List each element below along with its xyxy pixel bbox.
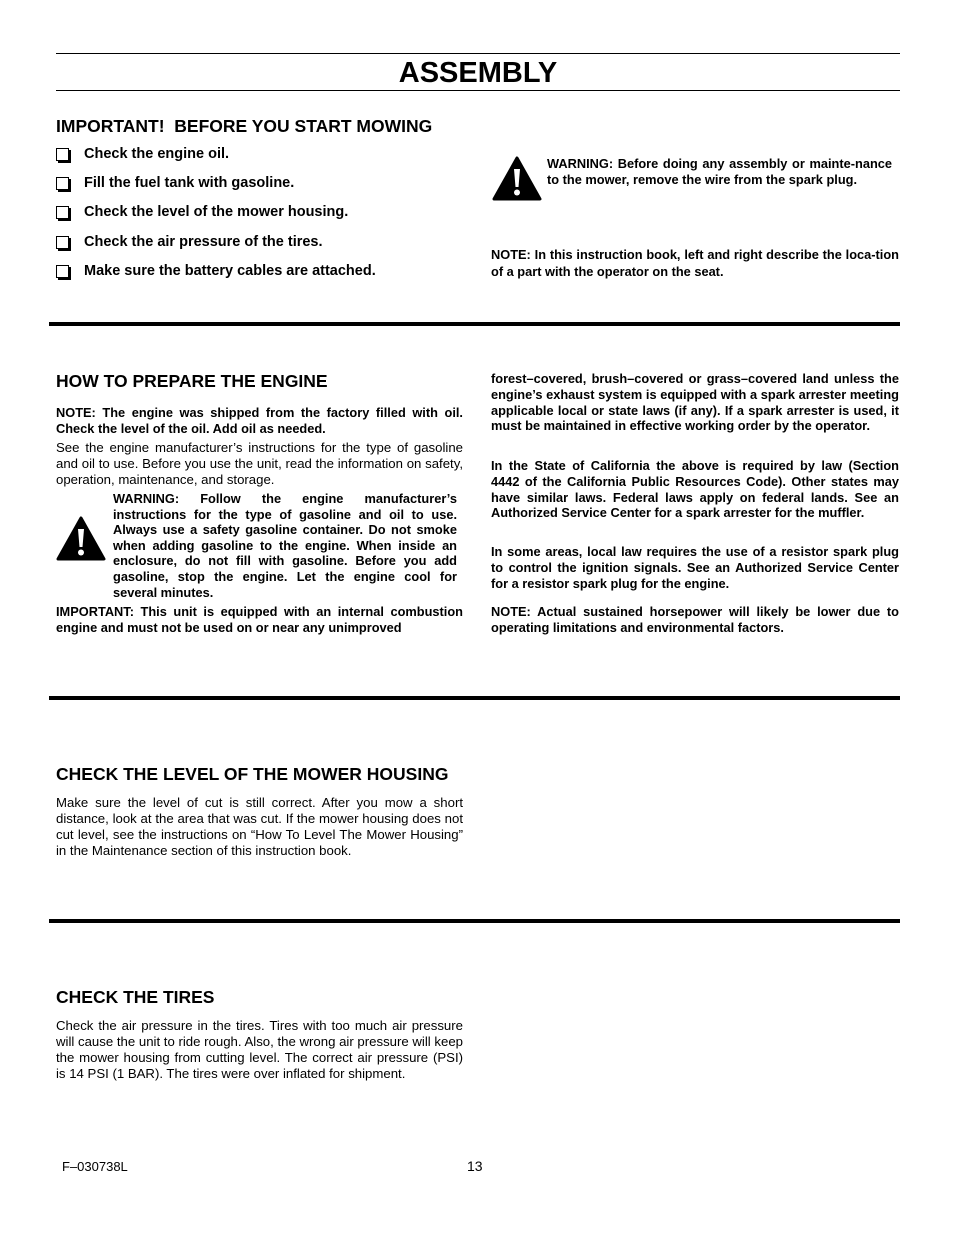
checkbox-icon — [56, 148, 69, 161]
checkbox-icon — [56, 265, 69, 278]
engine-instructions: See the engine manufacturer’s instructions for the type of gasoline and oil to use. Before you use the unit, read the information on safety, operation, maintenance, and storage. — [56, 440, 463, 487]
note-engine-oil: NOTE: The engine was shipped from the factory filled with oil. Check the level of the oil. Add oil as needed. — [56, 405, 463, 436]
page-number: 13 — [467, 1158, 483, 1174]
warning-gasoline: WARNING: Follow the engine manufacturer’s instructions for the type of gasoline and oil to use. Always use a safety gasoline container. Do not smoke when adding gasoline to the engine. When inside an enclosure, do not fill with gasoline. Before you add gasoline, stop the engine. Let the engine cool for several minutes. — [113, 491, 457, 600]
engine-right-text-4: NOTE: Actual sustained horsepower will likely be lower due to operating limitations and environmental factors. — [491, 604, 899, 635]
section-divider — [49, 322, 900, 326]
heading-check-tires: CHECK THE TIRES — [56, 987, 215, 1007]
engine-right-text-1: forest–covered, brush–covered or grass–covered land unless the engine’s exhaust system is equipped with a spark arrester meeting applicable local or state laws (if any). If a spark arrester is used, it must be maintained in effective working order by the operator. — [491, 371, 899, 434]
heading-before-mowing: IMPORTANT! BEFORE YOU START MOWING — [56, 116, 433, 136]
note-left-right: NOTE: In this instruction book, left and right describe the loca-tion of a part with the operator on the seat. — [491, 247, 899, 279]
title-rule-bottom — [56, 90, 900, 91]
title-rule-top — [56, 53, 900, 54]
warning-triangle-icon — [492, 156, 542, 201]
document-code: F–030738L — [62, 1159, 128, 1174]
section-divider — [49, 696, 900, 700]
important-spark-arrester: IMPORTANT: This unit is equipped with an internal combustion engine and must not be used on or near any unimproved — [56, 604, 463, 635]
checkbox-icon — [56, 236, 69, 249]
warning-spark-plug: WARNING: Before doing any assembly or mainte-nance to the mower, remove the wire from the spark plug. — [547, 156, 892, 187]
checkbox-icon — [56, 206, 69, 219]
page-title: ASSEMBLY — [398, 57, 558, 89]
mower-housing-body: Make sure the level of cut is still correct. After you mow a short distance, look at the area that was cut. If the mower housing does not cut level, see the instructions on “How To Level The Mower Housing” in the Maintenance section of this instruction book. — [56, 795, 463, 858]
checkbox-icon — [56, 177, 69, 190]
heading-prepare-engine: HOW TO PREPARE THE ENGINE — [56, 371, 328, 391]
heading-mower-housing: CHECK THE LEVEL OF THE MOWER HOUSING — [56, 764, 449, 784]
engine-right-text-2: In the State of California the above is required by law (Section 4442 of the California Public Resources Code). Other states may have similar laws. Federal laws apply on federal lands. See an Authorized Service Center for a spark arrester for the muffler. — [491, 458, 899, 521]
warning-triangle-icon — [56, 516, 106, 561]
check-tires-body: Check the air pressure in the tires. Tires with too much air pressure will cause the unit to ride rough. Also, the wrong air pressure will keep the mower housing from cutting level. The correct air pressure (PSI) is 14 PSI (1 BAR). The tires were over inflated for shipment. — [56, 1018, 463, 1081]
engine-right-text-3: In some areas, local law requires the use of a resistor spark plug to control the ignition signals. See an Authorized Service Center for a resistor spark plug for the engine. — [491, 544, 899, 591]
section-divider — [49, 919, 900, 923]
